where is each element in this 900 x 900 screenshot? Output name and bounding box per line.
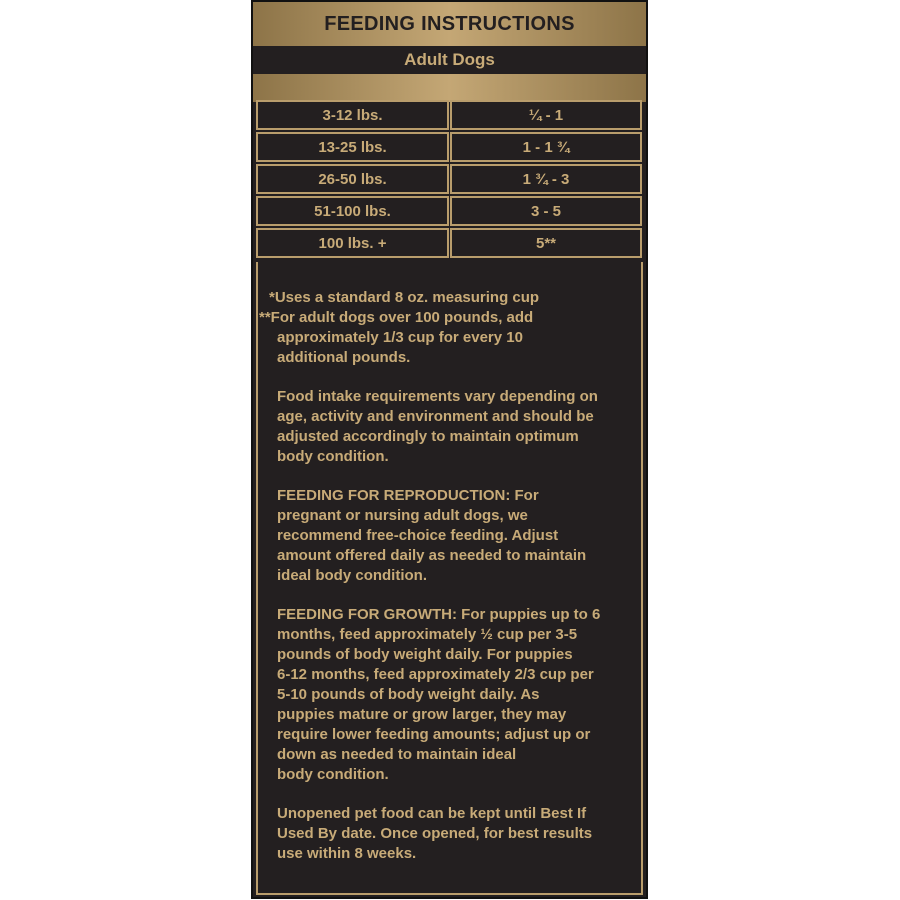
- cups-cell: 1 - 1 ¾: [450, 132, 642, 162]
- note-line: ideal body condition.: [277, 567, 427, 584]
- reproduction-paragraph: [253, 486, 646, 586]
- note-line: *Uses a standard 8 oz. measuring cup: [269, 289, 540, 306]
- note-line: adjusted accordingly to maintain optimum: [277, 428, 579, 445]
- note-line: body condition.: [277, 766, 389, 783]
- note-line: FEEDING FOR REPRODUCTION: For: [277, 487, 539, 504]
- storage-paragraph: [253, 804, 646, 864]
- note-line: require lower feeding amounts; adjust up or: [277, 726, 591, 743]
- weight-cell: 26-50 lbs.: [256, 164, 449, 194]
- footnote-measuring-cup: [253, 288, 646, 308]
- feeding-instructions-panel: [251, 0, 648, 899]
- note-line: recommend free-choice feeding. Adjust: [277, 527, 559, 544]
- table-row: [253, 164, 646, 196]
- weight-cell: 100 lbs. +: [256, 228, 449, 258]
- note-line: approximately 1/3 cup for every 10: [277, 329, 523, 346]
- cups-cell: 1 ¾ - 3: [450, 164, 642, 194]
- note-line: use within 8 weeks.: [277, 845, 417, 862]
- note-line: puppies mature or grow larger, they may: [277, 706, 567, 723]
- note-line: amount offered daily as needed to maintain: [277, 547, 587, 564]
- intake-paragraph: [253, 387, 646, 467]
- table-row: [253, 196, 646, 228]
- note-line: down as needed to maintain ideal: [277, 746, 517, 763]
- weight-cell: 51-100 lbs.: [256, 196, 449, 226]
- note-line: 5-10 pounds of body weight daily. As: [277, 686, 540, 703]
- note-line: Unopened pet food can be kept until Best If: [277, 805, 587, 822]
- table-row: [253, 228, 646, 260]
- note-line: pregnant or nursing adult dogs, we: [277, 507, 528, 524]
- note-line: Food intake requirements vary depending on: [277, 388, 598, 405]
- note-line: pounds of body weight daily. For puppies: [277, 646, 573, 663]
- gold-divider-band: [253, 74, 646, 102]
- weight-cell: 3-12 lbs.: [256, 100, 449, 130]
- notes-section: [253, 288, 646, 864]
- table-row: [253, 132, 646, 164]
- note-line: additional pounds.: [277, 349, 411, 366]
- cups-cell: ¼ - 1: [450, 100, 642, 130]
- cups-cell: 3 - 5: [450, 196, 642, 226]
- table-row: [253, 100, 646, 132]
- footnote-large-dogs-cont: [253, 328, 646, 368]
- note-line: **For adult dogs over 100 pounds, add: [259, 309, 534, 326]
- weight-cell: 13-25 lbs.: [256, 132, 449, 162]
- note-line: months, feed approximately ½ cup per 3-5: [277, 626, 578, 643]
- growth-paragraph: [253, 605, 646, 785]
- note-line: age, activity and environment and should be: [277, 408, 594, 425]
- feeding-table: [253, 100, 646, 260]
- footnote-large-dogs: [253, 308, 646, 328]
- note-line: body condition.: [277, 448, 389, 465]
- note-line: FEEDING FOR GROWTH: For puppies up to 6: [277, 606, 601, 623]
- note-line: Used By date. Once opened, for best results: [277, 825, 593, 842]
- cups-cell: 5**: [450, 228, 642, 258]
- panel-subtitle: Adult Dogs: [257, 46, 642, 74]
- panel-title: FEEDING INSTRUCTIONS: [253, 2, 646, 46]
- note-line: 6-12 months, feed approximately 2/3 cup per: [277, 666, 594, 683]
